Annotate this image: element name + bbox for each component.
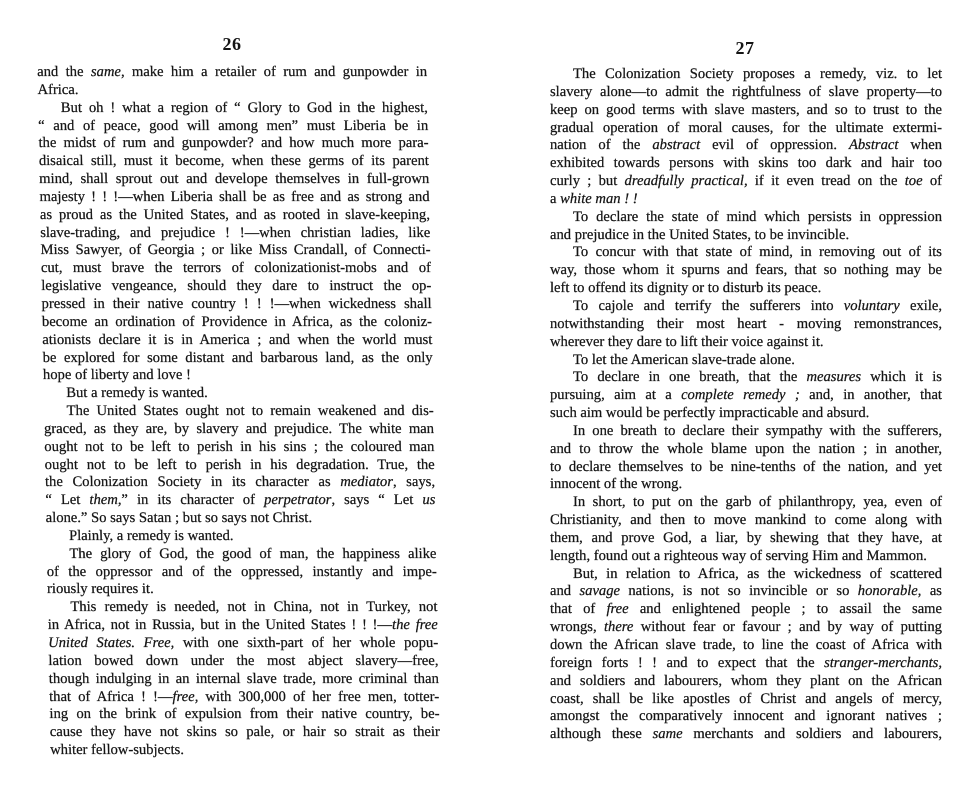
- text-segment: The Colonization Society proposes a remedy, viz. to let: [573, 66, 942, 82]
- text-segment: become an ordination of Providence in Africa, as the coloniz-: [41, 313, 433, 330]
- text-segment: In one breath to declare their sympathy with the sufferers,: [573, 422, 942, 439]
- text-line: [38, 135, 428, 153]
- italic-text: measures: [806, 369, 862, 386]
- text-segment: majesty ! ! !—when Liberia shall be as free and as strong and: [39, 188, 430, 205]
- text-line: [41, 260, 431, 278]
- paragraph: [550, 423, 942, 494]
- text-segment: innocent of the wrong.: [550, 476, 683, 493]
- text-segment: foreign forts ! ! and to expect that the: [550, 654, 825, 671]
- text-line: [39, 189, 429, 207]
- italic-text: there: [603, 619, 634, 636]
- text-segment: and enlightened people ; to assail the same: [628, 601, 942, 618]
- text-line: [48, 635, 438, 653]
- text-line: [45, 457, 435, 475]
- text-line: [47, 599, 437, 617]
- text-line: [550, 369, 942, 387]
- text-line: [550, 334, 942, 352]
- paragraph: [550, 566, 942, 744]
- text-line: [550, 512, 942, 530]
- text-segment: to declare themselves to be nine-tenths of the nation, and yet: [550, 458, 942, 475]
- paragraph: [43, 385, 433, 403]
- text-segment: This remedy is needed, not in China, not in Turkey, not: [70, 599, 438, 616]
- text-line: [49, 671, 439, 689]
- text-segment: slave-trading, and prejudice ! !—when christian ladies, like: [40, 224, 431, 241]
- text-line: [550, 476, 942, 494]
- text-segment: wherever they dare to lift their voice against it.: [550, 333, 824, 350]
- text-segment: in Africa, not in Russia, but in the United States ! ! !—: [47, 617, 393, 634]
- text-segment: wrongs,: [550, 619, 604, 636]
- paragraph: [46, 546, 437, 600]
- text-line: [550, 548, 942, 566]
- text-segment: exhibited towards persons with skins too dark and hair too: [550, 155, 942, 172]
- text-segment: coast, shall be like apostles of Christ and angels of mercy,: [550, 690, 942, 707]
- text-segment: alone.” So says Satan ; but so says not Christ.: [45, 510, 313, 527]
- text-segment: ing on the brink of expulsion from their native country, be-: [49, 706, 440, 723]
- text-segment: that of: [550, 601, 607, 618]
- italic-text: United States. Free,: [47, 635, 175, 651]
- text-segment: The United States ought not to remain weakened and dis-: [66, 403, 434, 420]
- text-line: [550, 691, 942, 709]
- text-line: [550, 387, 942, 405]
- text-line: [42, 314, 432, 332]
- text-line: [550, 298, 942, 316]
- text-segment: “ Let: [45, 492, 90, 509]
- text-line: [41, 296, 431, 314]
- text-line: [550, 84, 942, 102]
- text-line: [40, 242, 430, 260]
- text-segment: To concur with that state of mind, in removing out of its: [573, 244, 942, 261]
- text-segment: slavery alone—to admit the rightfulness of slave property—to: [550, 83, 942, 100]
- text-line: [44, 421, 434, 439]
- text-segment: way, those whom it spurns and fears, that so nothing may be: [550, 262, 942, 279]
- paragraph: [47, 599, 440, 760]
- text-line: [40, 207, 430, 225]
- text-line: [50, 724, 440, 742]
- text-segment: gradual operation of moral causes, for the ultimate extermi-: [550, 119, 942, 136]
- text-segment: of: [922, 173, 942, 190]
- text-line: [42, 350, 432, 368]
- text-segment: ” in its character of: [121, 492, 265, 509]
- text-segment: with one sixth-part of her whole popu-: [174, 635, 439, 651]
- text-line: [550, 441, 942, 459]
- text-line: [40, 225, 430, 243]
- text-segment: The glory of God, the good of man, the happiness alike: [69, 545, 437, 562]
- text-segment: nation of the: [550, 137, 653, 154]
- italic-text: free: [606, 601, 629, 618]
- text-line: [550, 191, 942, 209]
- text-segment: keep on good terms with slave masters, and so to trust to the: [550, 101, 942, 118]
- text-line: [39, 171, 429, 189]
- text-line: [550, 244, 942, 262]
- text-line: [550, 155, 942, 173]
- text-line: [44, 403, 434, 421]
- text-line: [550, 102, 942, 120]
- text-line: [46, 510, 436, 528]
- italic-text: Abstract: [848, 137, 899, 154]
- text-segment: a: [550, 190, 561, 207]
- text-segment: such aim would be perfectly impracticable and absurd.: [550, 405, 870, 422]
- text-line: [550, 708, 942, 726]
- text-segment: But a remedy is wanted.: [66, 385, 208, 402]
- text-segment: curly ; but: [550, 173, 625, 190]
- text-segment: as proud as the United States, and as rooted in slave-keeping,: [39, 206, 431, 223]
- text-line: [49, 689, 439, 707]
- italic-text: savage: [579, 583, 620, 600]
- text-line: [47, 581, 437, 599]
- text-segment: them, and prove God, a liar, by shewing that they have, at: [550, 529, 942, 546]
- italic-text: same: [652, 726, 683, 743]
- text-line: [37, 64, 427, 82]
- text-line: [550, 423, 942, 441]
- paragraph: [37, 64, 428, 100]
- italic-text: mediator: [340, 474, 394, 491]
- italic-text: same,: [90, 64, 125, 80]
- text-line: [550, 209, 942, 227]
- text-segment: mind, shall sprout out and develope themselves in full-grown: [39, 171, 430, 188]
- text-segment: amongst the comparatively innocent and ignorant natives ;: [550, 708, 942, 725]
- text-segment: make him a retailer of rum and gunpowder in: [124, 64, 428, 80]
- text-line: [550, 227, 942, 245]
- text-segment: , as: [917, 583, 942, 600]
- text-segment: merchants and soldiers and labourers,: [682, 726, 942, 743]
- paragraph: [550, 209, 942, 245]
- text-line: [44, 439, 434, 457]
- text-segment: which it is: [861, 369, 942, 386]
- text-segment: notwithstanding their most heart - moving remonstrances,: [550, 315, 942, 332]
- text-line: [550, 316, 942, 334]
- text-segment: Christianity, and then to move mankind to come along with: [550, 512, 942, 529]
- text-segment: Miss Sawyer, of Georgia ; or like Miss Crandall, of Connecti-: [40, 242, 431, 259]
- text-line: [49, 706, 439, 724]
- text-line: [46, 528, 436, 546]
- text-segment: To cajole and terrify the sufferers into: [573, 297, 844, 314]
- text-line: [41, 278, 431, 296]
- text-segment: nations, is not so invincible or so: [620, 583, 858, 600]
- text-segment: that of Africa ! !—: [48, 688, 173, 705]
- page-number: 27: [735, 38, 755, 58]
- italic-text: dreadfully practical,: [624, 173, 748, 190]
- text-line: [550, 137, 942, 155]
- paragraph: [44, 403, 436, 528]
- text-segment: although these: [550, 726, 653, 743]
- text-line: [39, 153, 429, 171]
- text-segment: In short, to put on the garb of philanthropy, yea, even of: [573, 494, 942, 511]
- italic-text: us: [422, 492, 436, 509]
- text-segment: though indulging in an internal slave trade, more criminal than: [48, 670, 439, 687]
- text-line: [550, 352, 942, 370]
- text-segment: with 300,000 of her free men, totter-: [198, 688, 440, 705]
- text-segment: of the oppressor and of the oppressed, instantly and impe-: [46, 563, 437, 580]
- text-line: [42, 332, 432, 350]
- page-number: 26: [222, 34, 242, 54]
- paragraph: [550, 369, 942, 423]
- text-segment: disaical still, must it become, when these germs of its parent: [38, 153, 430, 170]
- italic-text: honorable: [857, 583, 918, 600]
- text-line: [48, 653, 438, 671]
- text-segment: cause they have not skins so pale, or hair so strait as their: [49, 724, 440, 741]
- text-segment: cut, must brave the terrors of colonizationist-mobs and of: [40, 260, 432, 277]
- italic-text: stranger-merchants,: [824, 654, 942, 671]
- text-segment: ought not to be left to perish in his sins ; the coloured man: [44, 438, 435, 455]
- text-line: [37, 82, 427, 100]
- paragraph: [38, 100, 433, 386]
- text-segment: But oh ! what a region of “ Glory to God in the highest,: [60, 99, 428, 116]
- text-line: [550, 530, 942, 548]
- italic-text: toe: [904, 173, 923, 190]
- text-segment: the midst of rum and gunpowder? and how much more para-: [38, 135, 429, 152]
- text-segment: length, found out a righteous way of serving Him and Mammon.: [550, 547, 927, 564]
- italic-text: free,: [172, 688, 199, 705]
- text-line: [38, 118, 428, 136]
- right-page: [490, 0, 980, 793]
- text-segment: left to offend its dignity or to disturb its peace.: [550, 280, 822, 297]
- text-line: [550, 619, 942, 637]
- text-segment: evil of oppression.: [700, 137, 849, 154]
- text-segment: if it even tread on the: [747, 173, 905, 190]
- text-segment: “ and of peace, good will among men” must Liberia be in: [38, 117, 429, 134]
- italic-text: voluntary: [843, 297, 900, 314]
- text-segment: whiter fellow-subjects.: [50, 742, 185, 759]
- text-segment: hope of liberty and love !: [42, 367, 192, 384]
- text-segment: legislative vengeance, should they dare to instruct the op-: [41, 278, 432, 295]
- text-line: [550, 262, 942, 280]
- text-line: [43, 367, 433, 385]
- text-line: [550, 280, 942, 298]
- text-segment: the Colonization Society in its character as: [44, 474, 341, 491]
- text-line: [550, 459, 942, 477]
- italic-text: perpetrator: [263, 492, 332, 509]
- text-line: [45, 474, 435, 492]
- text-segment: and: [550, 583, 580, 600]
- text-segment: riously requires it.: [46, 581, 154, 598]
- text-segment: pursuing, aim at a: [550, 387, 682, 404]
- text-segment: ationists declare it is in America ; and when the world must: [42, 331, 433, 348]
- text-line: [45, 492, 435, 510]
- text-line: [38, 100, 428, 118]
- text-line: [47, 564, 437, 582]
- text-line: [550, 583, 942, 601]
- text-segment: lation bowed down under the most abject slavery—free,: [48, 652, 439, 669]
- text-segment: and prejudice in the United States, to be invincible.: [550, 226, 850, 243]
- text-line: [550, 494, 942, 512]
- italic-text: them,: [89, 492, 122, 509]
- text-line: [550, 673, 942, 691]
- italic-text: abstract: [652, 137, 701, 154]
- text-line: [550, 601, 942, 619]
- text-line: [550, 66, 942, 84]
- text-segment: down the African slave trade, to line the coast of Africa with: [550, 637, 942, 653]
- text-segment: Africa.: [37, 81, 79, 98]
- paragraph: [550, 352, 942, 370]
- text-line: [550, 726, 942, 744]
- page-text: [550, 66, 942, 744]
- page-text: [37, 64, 440, 760]
- text-segment: graced, as they are, by slavery and prejudice. The white man: [43, 420, 435, 437]
- text-segment: without fear or favour ; and by way of putting: [633, 619, 942, 636]
- text-line: [48, 617, 438, 635]
- paragraph: [550, 244, 942, 298]
- text-line: [550, 405, 942, 423]
- text-segment: To declare the state of mind which persists in oppression: [573, 208, 942, 225]
- text-segment: To declare in one breath, that the: [573, 369, 807, 386]
- text-segment: , says,: [392, 474, 436, 491]
- italic-text: white man ! !: [560, 190, 638, 207]
- paragraph: [550, 494, 942, 565]
- text-line: [43, 385, 433, 403]
- text-segment: , says “ Let: [331, 492, 423, 509]
- text-line: [46, 546, 436, 564]
- text-segment: But, in relation to Africa, as the wickedness of scattered: [573, 565, 942, 582]
- paragraph: [550, 298, 942, 352]
- text-segment: ought not to be left to perish in his degradation. True, the: [44, 456, 435, 473]
- italic-text: the free: [391, 617, 438, 634]
- text-segment: and, in another, that: [799, 387, 942, 404]
- text-line: [550, 120, 942, 138]
- text-line: [550, 637, 942, 655]
- text-segment: be explored for some distant and barbarous land, as the only: [42, 349, 433, 366]
- text-line: [550, 655, 942, 673]
- text-segment: pressed in their native country ! ! !—when wickedness shall: [41, 295, 432, 312]
- paragraph: [550, 66, 942, 209]
- text-line: [550, 173, 942, 191]
- text-segment: and the: [37, 64, 92, 80]
- text-segment: exile,: [899, 297, 942, 314]
- text-segment: To let the American slave-trade alone.: [573, 351, 795, 368]
- text-line: [50, 742, 440, 760]
- paragraph: [46, 528, 436, 546]
- italic-text: complete remedy ;: [681, 387, 800, 404]
- text-segment: when: [898, 137, 942, 154]
- text-line: [550, 566, 942, 584]
- text-segment: and soldiers and labourers, whom they plant on the African: [550, 672, 942, 689]
- text-segment: and to throw the whole blame upon the nation ; in another,: [550, 440, 942, 457]
- text-segment: Plainly, a remedy is wanted.: [68, 527, 234, 544]
